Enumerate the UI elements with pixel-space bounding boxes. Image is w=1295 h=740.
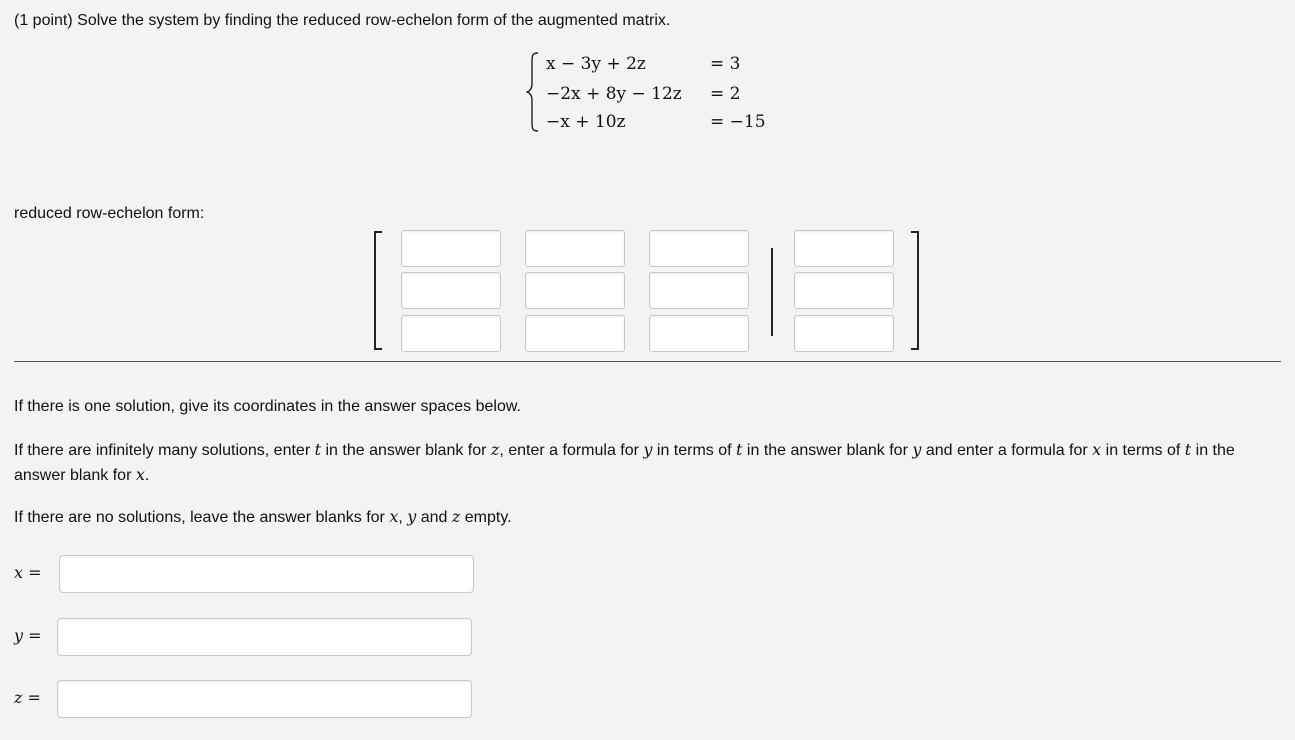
points-label: (1 point) [14, 12, 73, 29]
math-var: x [1092, 440, 1102, 459]
math-var: t [1184, 440, 1192, 459]
matrix-cell-r2c4[interactable] [794, 272, 894, 309]
math-var: z [451, 507, 461, 526]
problem-statement [14, 12, 670, 30]
text: and enter a formula for [921, 442, 1093, 459]
section-divider [14, 361, 1281, 362]
text: and [416, 509, 452, 526]
equation-3-rhs: = −15 [710, 112, 766, 132]
augmented-divider [771, 248, 773, 336]
math-var: z [490, 440, 500, 459]
equals-sign: = [28, 626, 42, 645]
z-var: z [14, 688, 23, 707]
matrix-cell-r1c4[interactable] [794, 230, 894, 267]
text: in the answer blank for [742, 442, 913, 459]
matrix-cell-r3c4[interactable] [794, 315, 894, 352]
equals-sign: = [28, 563, 42, 582]
matrix-cell-r2c1[interactable] [401, 272, 501, 309]
text: If there are no solutions, leave the answer blanks for [14, 509, 390, 526]
problem-text: Solve the system by finding the reduced row-echelon form of the augmented matrix. [77, 12, 671, 29]
matrix-cell-r3c1[interactable] [401, 315, 501, 352]
text: in terms of [652, 442, 737, 459]
instruction-one-solution: If there is one solution, give its coordinates in the answer spaces below. [14, 398, 521, 415]
matrix-cell-r3c3[interactable] [649, 315, 749, 352]
rref-label: reduced row-echelon form: [14, 205, 205, 222]
math-var: y [643, 440, 653, 459]
x-answer-input[interactable] [59, 555, 474, 593]
equation-1-rhs: = 3 [710, 54, 741, 74]
matrix-cell-r2c3[interactable] [649, 272, 749, 309]
y-var: y [14, 626, 24, 645]
math-var: y [407, 507, 417, 526]
matrix-left-bracket [374, 231, 382, 350]
y-answer-input[interactable] [57, 618, 472, 656]
z-answer-label [14, 688, 41, 707]
equation-3-lhs: −x + 10z [546, 112, 626, 132]
text: in the answer blank for [14, 442, 1235, 484]
math-var: t [314, 440, 322, 459]
equation-2-lhs: −2x + 8y − 12z [546, 84, 682, 104]
instruction-infinite-solutions [14, 438, 1284, 488]
x-answer-label [14, 563, 42, 582]
z-answer-input[interactable] [57, 680, 472, 718]
equation-system [526, 52, 786, 136]
matrix-cell-r3c2[interactable] [525, 315, 625, 352]
math-var: x [135, 465, 145, 484]
instruction-no-solutions [14, 505, 1284, 530]
equation-1-lhs: x − 3y + 2z [546, 54, 646, 74]
matrix-cell-r2c2[interactable] [525, 272, 625, 309]
matrix-right-bracket [911, 231, 919, 350]
matrix-cell-r1c3[interactable] [649, 230, 749, 267]
matrix-cell-r1c2[interactable] [525, 230, 625, 267]
equals-sign: = [27, 688, 41, 707]
text: , enter a formula for [499, 442, 644, 459]
text: in terms of [1101, 442, 1185, 459]
text: empty. [460, 509, 512, 526]
left-brace-icon [526, 52, 540, 132]
text: , [398, 509, 408, 526]
x-var: x [14, 563, 24, 582]
y-answer-label [14, 626, 42, 645]
math-var: t [736, 440, 743, 459]
text: . [144, 467, 150, 484]
math-var: y [912, 440, 922, 459]
equation-2-rhs: = 2 [710, 84, 741, 104]
matrix-cell-r1c1[interactable] [401, 230, 501, 267]
math-var: x [389, 507, 399, 526]
text: If there are infinitely many solutions, enter [14, 442, 315, 459]
text: in the answer blank for [321, 442, 491, 459]
